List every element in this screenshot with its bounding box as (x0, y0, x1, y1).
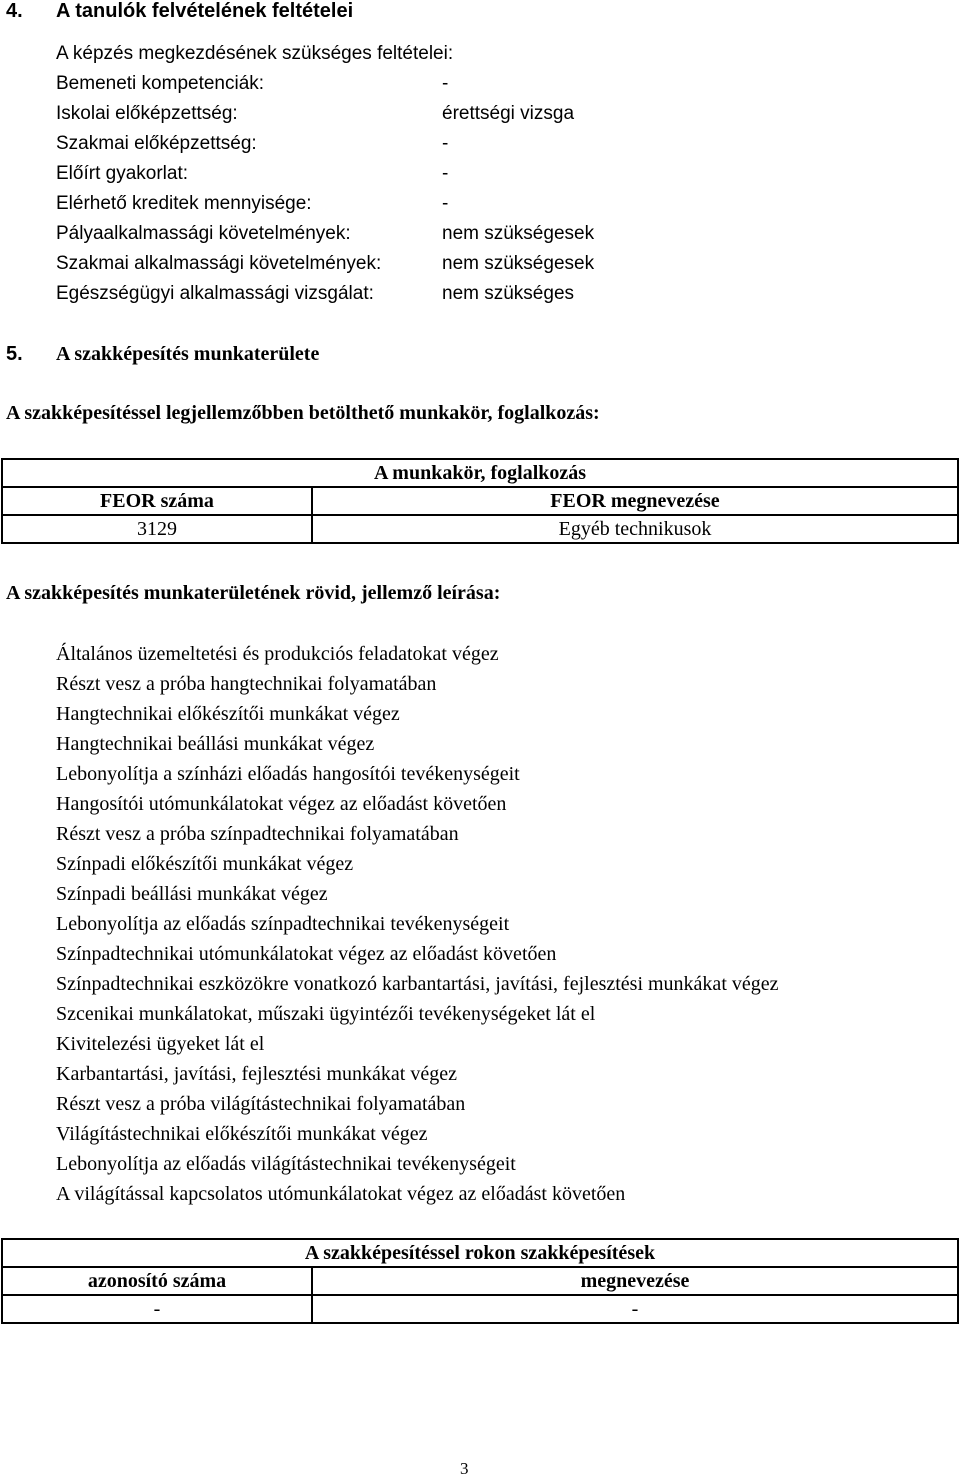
section-5-title: A szakképesítés munkaterülete (56, 343, 320, 365)
section-5-heading (6, 342, 319, 366)
list-item: Szcenikai munkálatokat, műszaki ügyintézői tevékenységeket lát el (56, 1003, 596, 1025)
list-item: Lebonyolítja a színházi előadás hangosítói tevékenységeit (56, 763, 520, 785)
requirements-block (56, 39, 594, 309)
related-id-header: azonosító száma (2, 1267, 312, 1295)
requirement-value: érettségi vizsga (442, 103, 575, 124)
list-item: Színpadi előkészítői munkákat végez (56, 853, 354, 875)
list-item: Világítástechnikai előkészítői munkákat végez (56, 1123, 428, 1145)
requirement-label: Egészségügyi alkalmassági vizsgálat: (56, 283, 374, 304)
section-4-title: A tanulók felvételének feltételei (56, 0, 354, 22)
list-item: Lebonyolítja az előadás világítástechnikai tevékenységeit (56, 1153, 516, 1175)
requirement-row (56, 69, 594, 99)
related-table-caption: A szakképesítéssel rokon szakképesítések (2, 1239, 958, 1267)
requirement-label: Bemeneti kompetenciák: (56, 73, 265, 94)
related-name-header: megnevezése (312, 1267, 958, 1295)
feor-code-cell: 3129 (2, 515, 312, 543)
requirement-row (56, 189, 594, 219)
requirement-label: Pályaalkalmassági követelmények: (56, 223, 351, 244)
related-id-cell: - (2, 1295, 312, 1323)
list-item: Színpadi beállási munkákat végez (56, 883, 328, 905)
description-list (56, 639, 779, 1209)
requirement-row (56, 279, 594, 309)
list-item: Hangtechnikai beállási munkákat végez (56, 733, 375, 755)
list-item: Lebonyolítja az előadás színpadtechnikai tevékenységeit (56, 913, 510, 935)
requirement-row (56, 129, 594, 159)
list-item: Színpadtechnikai eszközökre vonatkozó karbantartási, javítási, fejlesztési munkákat végez (56, 973, 779, 995)
list-item: A világítással kapcsolatos utómunkálatokat végez az előadást követően (56, 1183, 626, 1205)
requirement-row (56, 159, 594, 189)
list-item: Hangosítói utómunkálatokat végez az előadást követően (56, 793, 507, 815)
requirement-label: Elérhető kreditek mennyisége: (56, 193, 312, 214)
occupation-heading: A szakképesítéssel legjellemzőbben betölthető munkakör, foglalkozás: (6, 402, 600, 424)
list-item: Általános üzemeltetési és produkciós feladatokat végez (56, 643, 499, 665)
requirement-value: nem szükségesek (442, 223, 595, 244)
requirement-row (56, 249, 594, 279)
related-name-cell: - (312, 1295, 958, 1323)
table-header-row (2, 1267, 958, 1295)
section-5-number: 5. (6, 343, 23, 365)
table-row (2, 515, 958, 543)
table-header-row (2, 487, 958, 515)
requirement-label: Előírt gyakorlat: (56, 163, 188, 184)
section-4-heading (6, 0, 353, 22)
list-item: Részt vesz a próba színpadtechnikai folyamatában (56, 823, 459, 845)
requirement-value: - (442, 133, 449, 154)
page-number: 3 (460, 1459, 469, 1478)
requirement-label: Szakmai alkalmassági követelmények: (56, 253, 382, 274)
requirement-value: nem szükségesek (442, 253, 595, 274)
feor-code-header: FEOR száma (2, 487, 312, 515)
requirement-label: Szakmai előképzettség: (56, 133, 257, 154)
occupation-table (1, 458, 959, 544)
requirement-label: Iskolai előképzettség: (56, 103, 238, 124)
list-item: Részt vesz a próba hangtechnikai folyamatában (56, 673, 437, 695)
related-qualifications-table (1, 1238, 959, 1324)
requirement-value: nem szükséges (442, 283, 575, 304)
section-4-number: 4. (6, 0, 23, 22)
requirement-row (56, 99, 594, 129)
table-row (2, 1295, 958, 1323)
requirement-value: - (442, 163, 449, 184)
feor-name-cell: Egyéb technikusok (312, 515, 958, 543)
list-item: Karbantartási, javítási, fejlesztési munkákat végez (56, 1063, 457, 1085)
list-item: Kivitelezési ügyeket lát el (56, 1033, 265, 1055)
table-caption-row (2, 459, 958, 487)
requirement-value: - (442, 73, 449, 94)
requirements-intro: A képzés megkezdésének szükséges feltételei: (56, 43, 454, 64)
list-item: Részt vesz a próba világítástechnikai folyamatában (56, 1093, 466, 1115)
requirement-value: - (442, 193, 449, 214)
description-heading: A szakképesítés munkaterületének rövid, jellemző leírása: (6, 582, 501, 604)
list-item: Színpadtechnikai utómunkálatokat végez az előadást követően (56, 943, 557, 965)
occupation-table-caption: A munkakör, foglalkozás (2, 459, 958, 487)
list-item: Hangtechnikai előkészítői munkákat végez (56, 703, 400, 725)
feor-name-header: FEOR megnevezése (312, 487, 958, 515)
table-caption-row (2, 1239, 958, 1267)
requirement-row (56, 219, 594, 249)
